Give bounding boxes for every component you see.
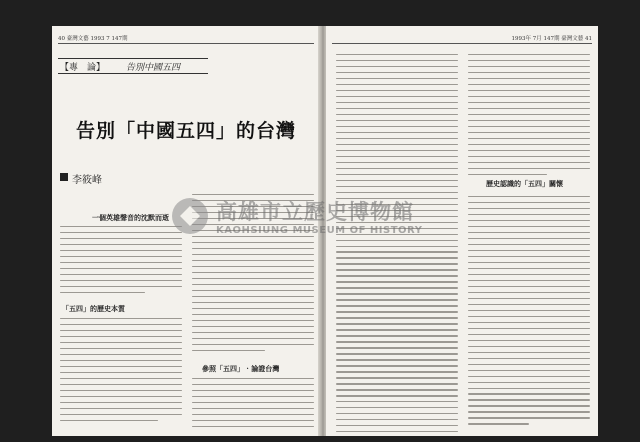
- body-text-left-col-a: [60, 226, 182, 298]
- body-text-right-col-b: [192, 378, 314, 432]
- body-text-right-page-col-a: [336, 54, 458, 436]
- column-tag: 【專 論】: [60, 63, 106, 73]
- author-marker: [60, 173, 68, 181]
- subhead-3: 參照「五四」 · 論證台灣: [202, 364, 280, 373]
- body-text-right-page-col-b: [468, 54, 590, 180]
- museum-seal-icon: [172, 198, 208, 234]
- watermark-name: 高雄市立歷史博物館: [216, 200, 414, 224]
- column-title: 告別中國五四: [126, 63, 181, 73]
- left-page-header: 40 臺灣文藝 1993 7 147期: [58, 36, 128, 42]
- article-title: 告別「中國五四」的台灣: [75, 120, 296, 142]
- right-page-header: 1993年 7月 147期 臺灣文藝 41: [511, 36, 592, 42]
- column-banner: [58, 58, 208, 74]
- author-name: 李筱峰: [72, 175, 102, 186]
- body-text-right-page-col-c: [468, 196, 590, 429]
- left-header-rule: [58, 43, 314, 44]
- subhead-2: 「五四」的歷史本質: [62, 304, 125, 313]
- museum-watermark: [172, 196, 472, 244]
- subhead-1: 一個英雄聲音的沈默而逝: [92, 213, 169, 222]
- body-text-left-col-b: [60, 318, 182, 426]
- subhead-right-1: 歷史認識的「五四」關懷: [486, 179, 563, 188]
- right-header-rule: [332, 43, 592, 44]
- watermark-english: KAOHSIUNG MUSEUM OF HISTORY: [216, 225, 423, 236]
